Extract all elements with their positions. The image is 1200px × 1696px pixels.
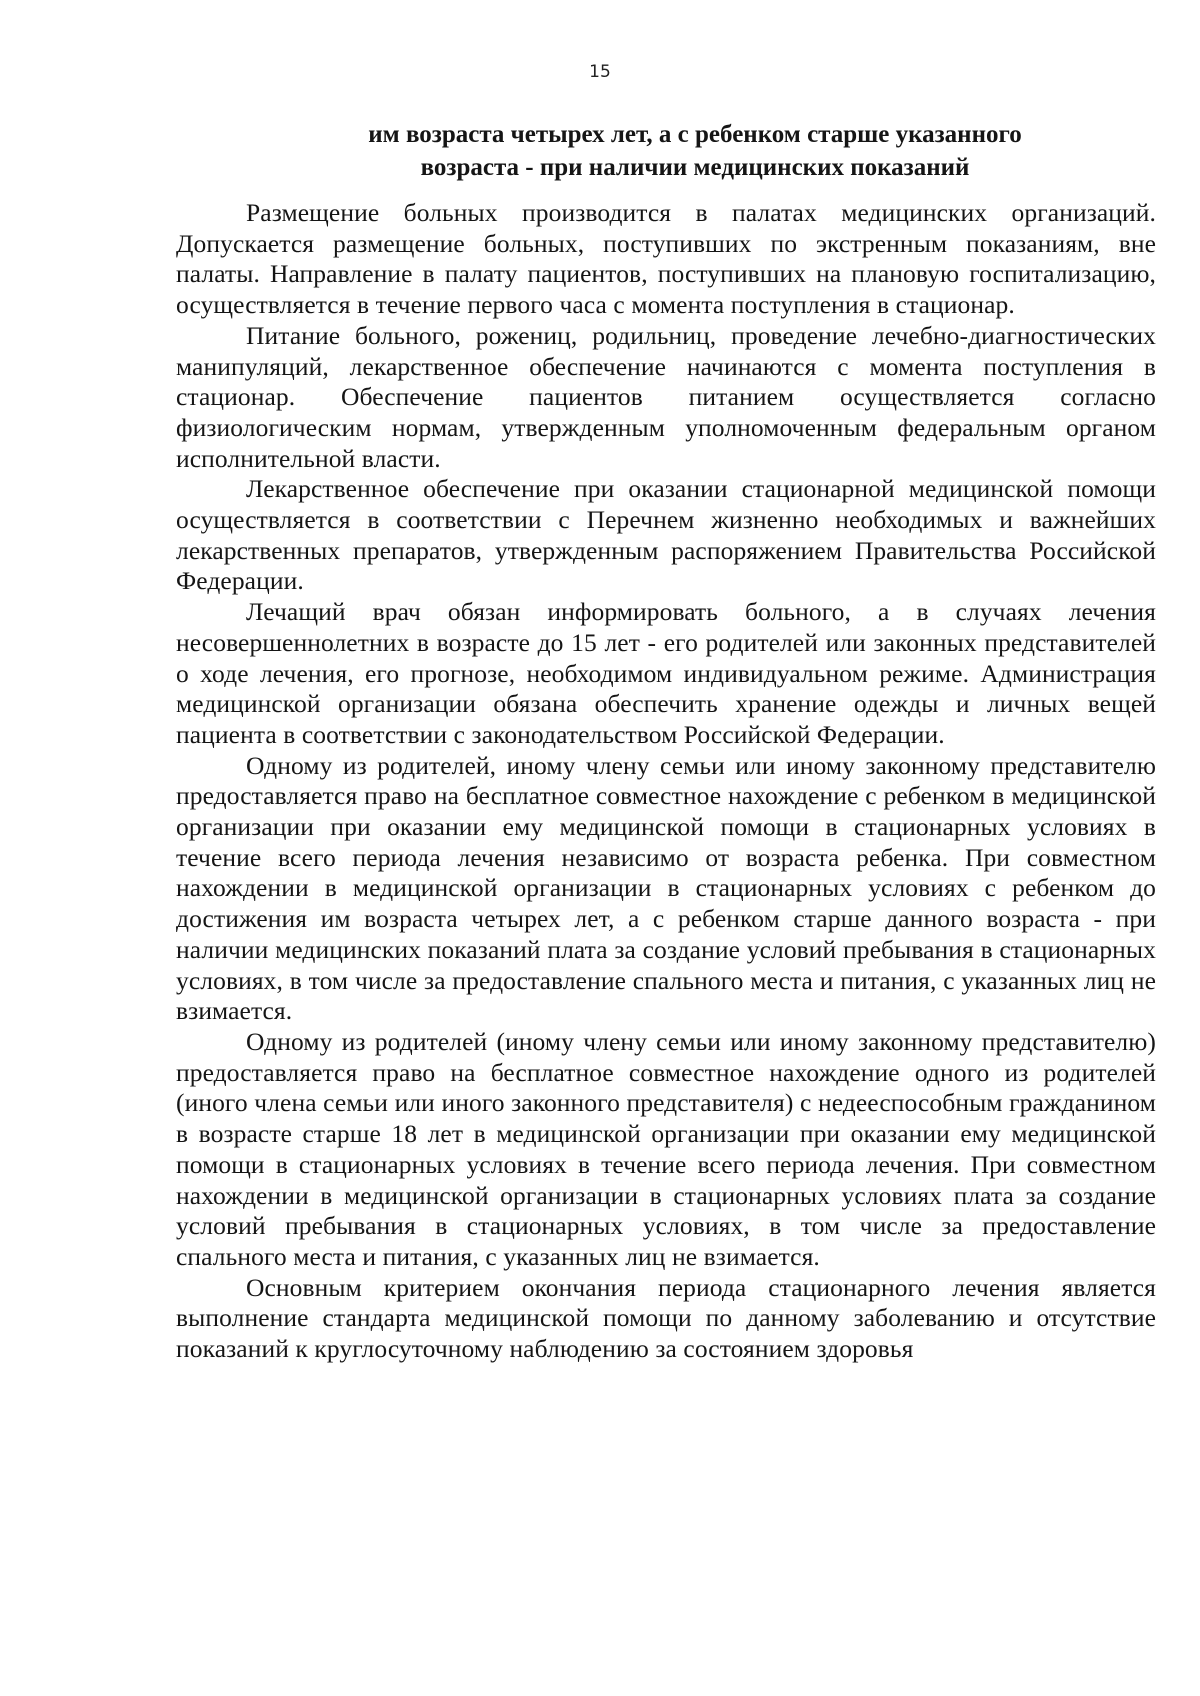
paragraph-nutrition: Питание больного, рожениц, родильниц, проведение лечебно-диагностических манипуляций, лекарственное обеспечение начинаются с момента поступления в стационар. Обеспечение пациентов питанием осуществляется согласно физиологическим нормам, утвержденным уполномоченным федеральным органом исполнительной власти. [176,320,1156,473]
body-text [176,198,1156,1365]
paragraph-parent-stay-child: Одному из родителей, иному члену семьи или иному законному представителю предоставляется право на бесплатное совместное нахождение с ребенком в медицинской организации при оказании ему медицинской помощи в стационарных условиях в течение всего периода лечения независимо от возраста ребенка. При совместном нахождении в медицинской организации в стационарных условиях с ребенком до достижения им возраста четырех лет, а с ребенком старше данного возраста - при наличии медицинских показаний плата за создание условий пребывания в стационарных условиях, в том числе за предоставление спального места и питания, с указанных лиц не взимается. [176,750,1156,1026]
heading-line-1: им возраста четырех лет, а с ребенком старше указанного [368,121,1022,148]
heading-line-2: возраста - при наличии медицинских показаний [420,154,970,181]
page-number: 15 [589,62,611,82]
paragraph-parent-stay-incapacitated: Одному из родителей (иному члену семьи или иному законному представителю) предоставляется право на бесплатное совместное нахождение одного из родителей (иного члена семьи или иного законного представителя) с недееспособным гражданином в возрасте старше 18 лет в медицинской организации при оказании ему медицинской помощи в стационарных условиях в течение всего периода лечения. При совместном нахождении в медицинской организации в стационарных условиях плата за создание условий пребывания в стационарных условиях, в том числе за предоставление спального места и питания, с указанных лиц не взимается. [176,1026,1156,1271]
section-heading [300,118,1090,184]
paragraph-medication: Лекарственное обеспечение при оказании стационарной медицинской помощи осуществляется в соответствии с Перечнем жизненно необходимых и важнейших лекарственных препаратов, утвержденным распоряжением Правительства Российской Федерации. [176,474,1156,596]
paragraph-doctor-duty: Лечащий врач обязан информировать больного, а в случаях лечения несовершеннолетних в возрасте до 15 лет - его родителей или законных представителей о ходе лечения, его прогнозе, необходимом индивидуальном режиме. Администрация медицинской организации обязана обеспечить хранение одежды и личных вещей пациента в соответствии с законодательством Российской Федерации. [176,597,1156,749]
paragraph-placement: Размещение больных производится в палатах медицинских организаций. Допускается размещение больных, поступивших по экстренным показаниям, вне палаты. Направление в палату пациентов, поступивших на плановую госпитализацию, осуществляется в течение первого часа с момента поступления в стационар. [176,198,1156,320]
paragraph-discharge-criteria: Основным критерием окончания периода стационарного лечения является выполнение стандарта медицинской помощи по данному заболеванию и отсутствие показаний к круглосуточному наблюдению за состоянием здоровья [176,1272,1156,1364]
